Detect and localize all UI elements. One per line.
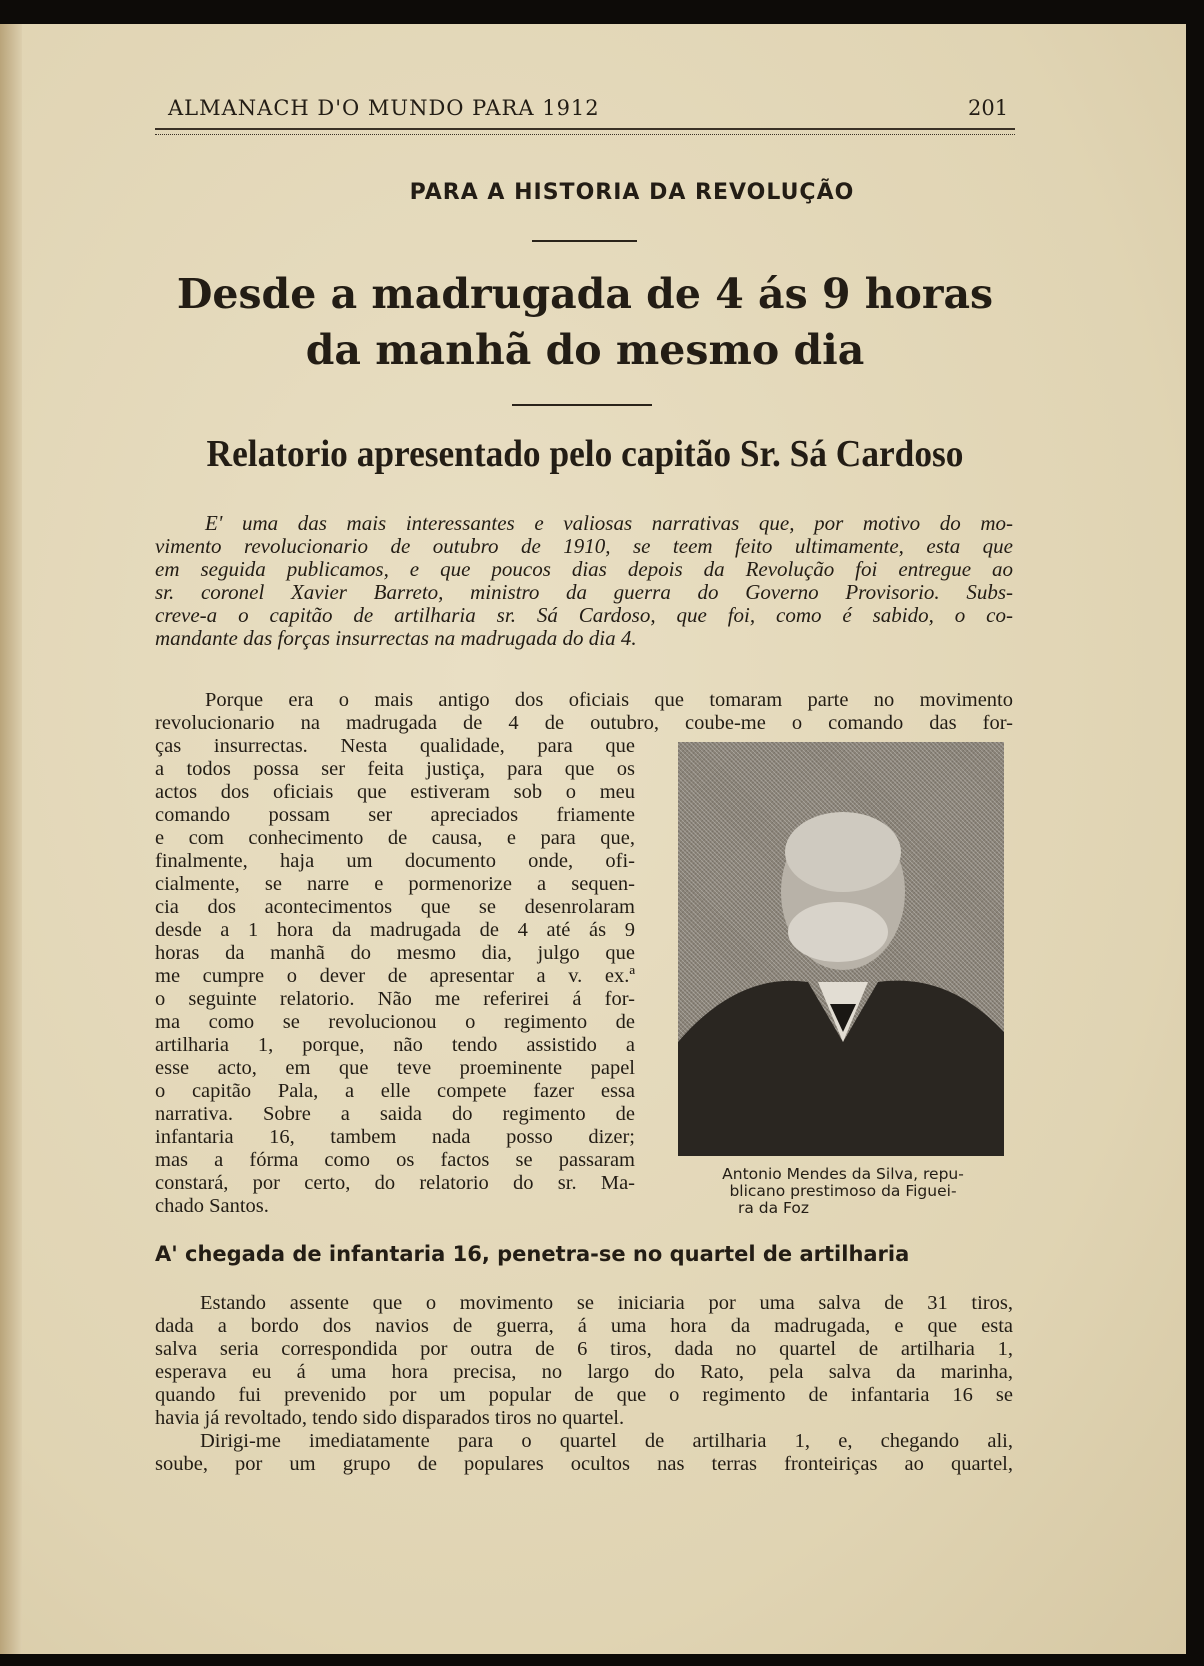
text-line: constará, por certo, do relatorio do sr. Ma- xyxy=(155,1172,635,1194)
article-title xyxy=(150,266,1020,378)
text-line: o seguinte relatorio. Não me referirei á for- xyxy=(155,988,635,1010)
paragraph-1-full xyxy=(155,689,1013,735)
title-line: Desde a madrugada de 4 ás 9 horas xyxy=(176,270,994,318)
paragraph-1-column xyxy=(155,735,635,1218)
book-spine xyxy=(0,24,22,1654)
title-line: da manhã do mesmo dia xyxy=(305,326,865,374)
text-line: havia já revoltado, tendo sido disparados tiros no quartel. xyxy=(155,1407,625,1429)
text-line: dada a bordo dos navios de guerra, á uma hora da madrugada, e que esta xyxy=(155,1315,1013,1337)
text-line: sr. coronel Xavier Barreto, ministro da guerra do Governo Provisorio. Subs- xyxy=(155,580,1013,604)
text-line: artilharia 1, porque, não tendo assistido a xyxy=(155,1034,635,1056)
caption-line: ra da Foz xyxy=(738,1199,810,1217)
text-line: em seguida publicamos, e que poucos dias depois da Revolução foi entregue ao xyxy=(155,557,1013,581)
divider xyxy=(512,404,652,406)
text-line: revolucionario na madrugada de 4 de outubro, coube-me o comando das for- xyxy=(155,712,1013,734)
section-heading: A' chegada de infantaria 16, penetra-se no quartel de artilharia xyxy=(155,1242,910,1266)
text-line: salva seria correspondida por outra de 6 tiros, dada no quartel de artilharia 1, xyxy=(155,1338,1013,1360)
text-line: actos dos oficiais que estiveram sob o meu xyxy=(155,781,635,803)
text-line: a todos possa ser feita justiça, para que os xyxy=(155,758,635,780)
text-line: ma como se revolucionou o regimento de xyxy=(155,1011,635,1033)
text-line: e com conhecimento de causa, e para que, xyxy=(155,827,635,849)
text-line: cialmente, se narre e pormenorize a sequen- xyxy=(155,873,635,895)
text-line: Porque era o mais antigo dos oficiais que tomaram parte no movimento xyxy=(205,689,1013,711)
text-line: vimento revolucionario de outubro de 1910, se teem feito ultimamente, esta que xyxy=(155,534,1013,558)
text-line: horas da manhã do mesmo dia, julgo que xyxy=(155,942,635,964)
intro-paragraph xyxy=(155,512,1013,650)
photo-caption xyxy=(678,1166,1008,1217)
text-line: esse acto, em que teve proeminente papel xyxy=(155,1057,635,1079)
divider xyxy=(532,240,637,242)
text-line: mandante das forças insurrectas na madrugada do dia 4. xyxy=(155,626,637,650)
text-line: finalmente, haja um documento onde, ofi- xyxy=(155,850,635,872)
paragraph-2 xyxy=(155,1292,1013,1430)
text-line: desde a 1 hora da madrugada de 4 até ás 9 xyxy=(155,919,635,941)
text-line: narrativa. Sobre a saida do regimento de xyxy=(155,1103,635,1125)
caption-line: blicano prestimoso da Figuei- xyxy=(729,1182,957,1200)
header-rule xyxy=(155,128,1015,135)
page-number: 201 xyxy=(968,96,1009,120)
text-line: esperava eu á uma hora precisa, no largo do Rato, pela salva da marinha, xyxy=(155,1361,1013,1383)
text-line: me cumpre o dever de apresentar a v. ex.ª xyxy=(155,965,635,987)
section-title: PARA A HISTORIA DA REVOLUÇÃO xyxy=(409,180,855,205)
portrait-photo xyxy=(678,742,1004,1156)
text-line: quando fui prevenido por um popular de que o regimento de infantaria 16 se xyxy=(155,1384,1013,1406)
text-line: Estando assente que o movimento se iniciaria por uma salva de 31 tiros, xyxy=(200,1292,1013,1314)
text-line: comando possam ser apreciados friamente xyxy=(155,804,635,826)
article-subtitle: Relatorio apresentado pelo capitão Sr. Sá Cardoso xyxy=(206,433,964,475)
text-line: chado Santos. xyxy=(155,1195,269,1217)
text-line: Dirigi-me imediatamente para o quartel de artilharia 1, e, chegando ali, xyxy=(200,1430,1013,1452)
text-line: soube, por um grupo de populares ocultos nas terras fronteiriças ao quartel, xyxy=(155,1453,1013,1475)
text-line: o capitão Pala, a elle compete fazer essa xyxy=(155,1080,635,1102)
text-line: infantaria 16, tambem nada posso dizer; xyxy=(155,1126,635,1148)
paragraph-3 xyxy=(155,1430,1013,1476)
text-line: cia dos acontecimentos que se desenrolaram xyxy=(155,896,635,918)
text-line: creve-a o capitão de artilharia sr. Sá Cardoso, que foi, como é sabido, o co- xyxy=(155,603,1013,627)
running-header: ALMANACH D'O MUNDO PARA 1912 xyxy=(168,96,600,120)
caption-line: Antonio Mendes da Silva, repu- xyxy=(722,1165,964,1183)
text-line: mas a fórma como os factos se passaram xyxy=(155,1149,635,1171)
portrait-figure xyxy=(678,742,1004,1156)
text-line: ças insurrectas. Nesta qualidade, para que xyxy=(155,735,635,757)
text-line: E' uma das mais interessantes e valiosas narrativas que, por motivo do mo- xyxy=(205,511,1013,535)
